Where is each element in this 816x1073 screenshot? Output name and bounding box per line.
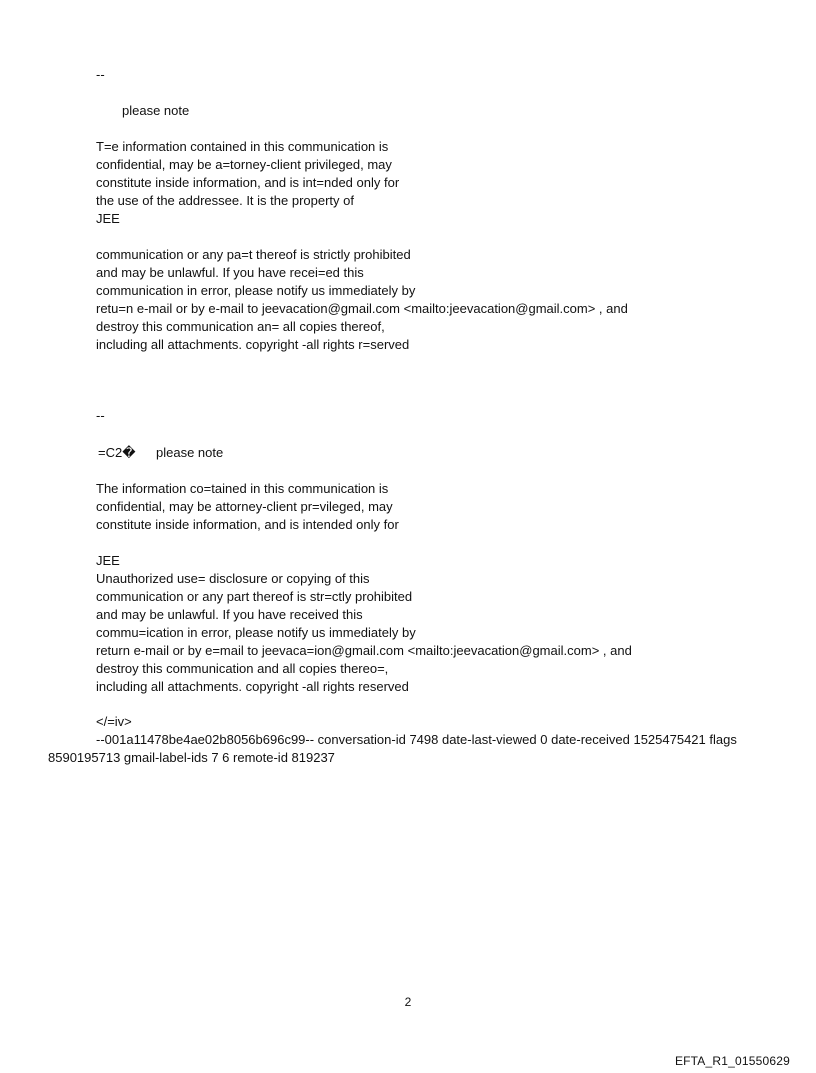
separator-2: -- <box>96 408 105 423</box>
b1-p1-line-1: confidential, may be a=torney-client privileged, may <box>96 157 392 172</box>
b2-p2-line-3: and may be unlawful. If you have received this <box>96 607 363 622</box>
b2-p2-line-5: return e-mail or by e=mail to jeevaca=ion@gmail.com <mailto:jeevacation@gmail.com> , and <box>96 643 632 658</box>
b2-p1-line-2: constitute inside information, and is intended only for <box>96 517 399 532</box>
b1-p2-line-5: including all attachments. copyright -all rights r=served <box>96 337 410 352</box>
b2-p2-line-6: destroy this communication and all copies thereo=, <box>96 661 389 676</box>
please-note-heading-1: please note <box>122 103 190 118</box>
page-number: 2 <box>404 995 412 1009</box>
closing-tag: </=iv> <box>96 714 132 729</box>
b1-p2-line-2: communication in error, please notify us immediately by <box>96 283 416 298</box>
encoded-prefix: =C2� <box>98 445 136 460</box>
b1-p2-line-1: and may be unlawful. If you have recei=ed this <box>96 265 364 280</box>
b2-p2-line-4: commu=ication in error, please notify us immediately by <box>96 625 416 640</box>
bates-number: EFTA_R1_01550629 <box>674 1054 790 1068</box>
b1-p1-line-4: JEE <box>96 211 120 226</box>
b2-p2-line-1: Unauthorized use= disclosure or copying of this <box>96 571 370 586</box>
b1-p1-line-0: T=e information contained in this communication is <box>96 139 389 154</box>
b1-p2-line-0: communication or any pa=t thereof is strictly prohibited <box>96 247 411 262</box>
b1-p2-line-4: destroy this communication an= all copies thereof, <box>96 319 385 334</box>
b2-p1-line-0: The information co=tained in this communication is <box>96 481 389 496</box>
b2-p2-line-7: including all attachments. copyright -all rights reserved <box>96 679 409 694</box>
separator-1: -- <box>96 67 105 82</box>
please-note-heading-2: please note <box>156 445 224 460</box>
b1-p1-line-2: constitute inside information, and is int=nded only for <box>96 175 400 190</box>
metadata-line-2: 8590195713 gmail-label-ids 7 6 remote-id 819237 <box>48 750 335 765</box>
metadata-line-1: --001a11478be4ae02b8056b696c99-- conversation-id 7498 date-last-viewed 0 date-received 1525475421 flags <box>96 732 737 747</box>
b1-p1-line-3: the use of the addressee. It is the property of <box>96 193 354 208</box>
b2-p2-line-0: JEE <box>96 553 120 568</box>
b1-p2-line-3: retu=n e-mail or by e-mail to jeevacation@gmail.com <mailto:jeevacation@gmail.com> , and <box>96 301 628 316</box>
b2-p1-line-1: confidential, may be attorney-client pr=vileged, may <box>96 499 393 514</box>
b2-p2-line-2: communication or any part thereof is str=ctly prohibited <box>96 589 413 604</box>
